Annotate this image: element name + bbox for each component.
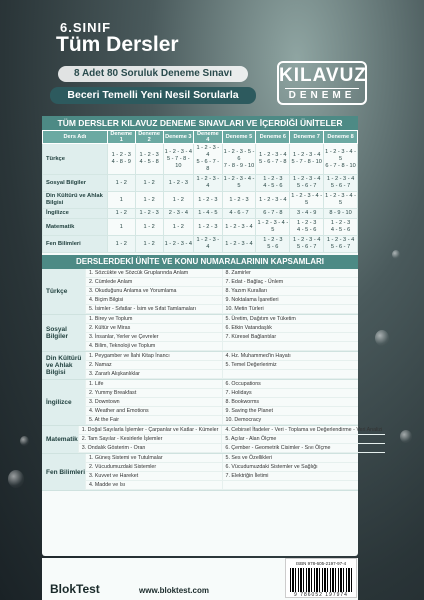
subject-cell: İngilizce — [43, 209, 108, 219]
unit-cell: 1 - 2 — [163, 219, 194, 236]
scope-items — [85, 454, 358, 490]
unit-cell: 1 - 2 — [135, 219, 163, 236]
list-item: 1. Life — [85, 380, 222, 389]
unit-cell: 1 - 2 - 3 - 4 5 - 6 - 7 — [290, 236, 324, 253]
unit-cell: 1 - 2 - 3 - 4 5 - 7 - 8 - 10 — [163, 144, 194, 175]
unit-cell: 1 - 2 - 3 4 - 8 - 9 — [107, 144, 135, 175]
table-row — [43, 209, 358, 219]
unit-cell: 1 - 2 - 3 4 - 5 - 6 — [290, 219, 324, 236]
list-item: 4. Cebirsel İfadeler - Veri - Toplama ve Değerlendirme - Veri Analizi — [221, 426, 385, 435]
water-drop-decoration — [400, 430, 412, 443]
unit-cell: 1 - 2 - 3 - 4 - 5 — [290, 192, 324, 209]
scope-title: DERSLERDEKİ ÜNİTE VE KONU NUMARALARININ KAPSAMLARI — [42, 255, 358, 269]
unit-cell: 6 - 7 - 8 — [256, 209, 290, 219]
unit-cell: 3 - 4 - 9 — [290, 209, 324, 219]
list-item: 10. Metin Türleri — [222, 305, 359, 314]
unit-cell: 1 - 2 — [135, 236, 163, 253]
subject-cell: Din Kültürü ve Ahlak Bilgisi — [43, 192, 108, 209]
unit-cell: 1 - 2 - 3 - 4 - 5 6 - 7 - 8 - 10 — [324, 144, 358, 175]
units-table-title: TÜM DERSLER KILAVUZ DENEME SINAVLARI VE İÇERDİĞİ ÜNİTELER — [42, 116, 358, 130]
unit-cell: 1 - 2 - 3 5 - 6 — [256, 236, 290, 253]
unit-cell: 1 - 2 - 3 - 4 — [163, 236, 194, 253]
list-item: 3. Zararlı Alışkanlıklar — [85, 370, 222, 379]
list-item: 10. Democracy — [222, 416, 359, 425]
units-table-column-header: Deneme 5 — [222, 131, 256, 144]
table-row — [43, 219, 358, 236]
scope-subject-name: Sosyal Bilgiler — [42, 315, 85, 351]
water-drop-decoration — [375, 330, 389, 346]
list-item: 7. Holidays — [222, 389, 359, 398]
units-table-column-header: Ders Adı — [43, 131, 108, 144]
unit-cell: 1 - 2 - 3 - 4 5 - 6 - 7 - 8 — [194, 144, 222, 175]
unit-cell: 1 - 2 - 3 - 4 — [256, 192, 290, 209]
subject-cell: Fen Bilimleri — [43, 236, 108, 253]
list-item: 5. Açılar - Alan Ölçme — [221, 435, 385, 444]
logo-sub-text: DENEME — [285, 88, 359, 101]
subject-cell: Türkçe — [43, 144, 108, 175]
scope-subject-name: Din Kültürü ve Ahlak Bilgisi — [42, 352, 85, 379]
unit-cell: 1 - 2 - 3 - 4 5 - 6 - 7 — [290, 175, 324, 192]
scope-subject-name: Matematik — [42, 426, 78, 453]
scope-items — [85, 380, 358, 425]
list-item: 2. Tam Sayılar - Kesirlerle İşlemler — [78, 435, 222, 444]
scope-subject-block — [42, 269, 358, 315]
list-item: 6. Vücudumuzdaki Sistemler ve Sağlığı — [222, 463, 359, 472]
scope-subject-name: İngilizce — [42, 380, 85, 425]
list-item: 3. Ondalık Gösterim - Oran — [78, 444, 222, 453]
list-item: 3. Okuduğunu Anlama ve Yorumlama — [85, 287, 222, 296]
unit-cell: 1 - 2 - 3 - 4 — [194, 236, 222, 253]
scope-list — [42, 269, 383, 491]
list-item: 7. Küresel Bağlantılar — [222, 333, 359, 342]
units-table-column-header: Deneme 1 — [107, 131, 135, 144]
list-item: 9. Noktalama İşaretleri — [222, 296, 359, 305]
unit-cell: 1 - 2 - 3 - 5 - 6 7 - 8 - 9 - 10 — [222, 144, 256, 175]
unit-cell: 1 - 2 - 3 — [194, 219, 222, 236]
unit-cell: 1 - 2 - 3 - 4 — [222, 236, 256, 253]
unit-cell: 1 - 4 - 5 — [194, 209, 222, 219]
list-item: 8. Zamirler — [222, 269, 359, 278]
list-item: 1. Peygamber ve İlahi Kitap İnancı — [85, 352, 222, 361]
scope-items — [85, 352, 358, 379]
scope-subject-block — [42, 426, 383, 454]
units-table-column-header: Deneme 8 — [324, 131, 358, 144]
unit-cell: 1 - 2 - 3 - 4 5 - 6 - 7 — [324, 236, 358, 253]
unit-cell: 1 - 2 - 3 - 4 — [194, 175, 222, 192]
scope-subject-block — [42, 352, 358, 380]
scope-subject-name: Türkçe — [42, 269, 85, 314]
list-item: 5. Üretim, Dağıtım ve Tüketim — [222, 315, 359, 324]
series-logo — [277, 61, 367, 105]
unit-cell: 1 - 2 — [107, 236, 135, 253]
unit-cell: 2 - 3 - 4 — [163, 209, 194, 219]
list-item: 6. Etkin Vatandaşlık — [222, 324, 359, 333]
unit-cell: 1 - 2 - 3 4 - 5 - 6 — [256, 175, 290, 192]
unit-cell: 1 - 2 - 3 - 4 - 5 — [222, 175, 256, 192]
units-table-column-header: Deneme 7 — [290, 131, 324, 144]
units-table-body — [43, 144, 358, 253]
exam-count-subtitle: 8 Adet 80 Soruluk Deneme Sınavı — [58, 66, 248, 82]
scope-subject-block — [42, 315, 358, 352]
list-item — [222, 481, 359, 490]
list-item: 5. İsimler - Sıfatlar - İsim ve Sıfat Tamlamaları — [85, 305, 222, 314]
list-item: 6. Occupations — [222, 380, 359, 389]
scope-subject-block — [42, 380, 358, 426]
list-item — [222, 370, 359, 379]
units-table-column-header: Deneme 3 — [163, 131, 194, 144]
unit-cell: 1 - 2 - 3 - 4 - 5 — [324, 192, 358, 209]
unit-cell: 1 - 2 - 3 — [135, 209, 163, 219]
list-item: 3. Kuvvet ve Hareket — [85, 472, 222, 481]
barcode-number: 9 786052 197974 — [294, 592, 348, 598]
water-drop-decoration — [392, 250, 400, 259]
unit-cell: 1 - 2 - 3 - 4 5 - 6 - 7 — [324, 175, 358, 192]
list-item: 2. Vücudumuzdaki Sistemler — [85, 463, 222, 472]
unit-cell: 1 - 2 - 3 — [222, 192, 256, 209]
unit-cell: 1 - 2 - 3 - 4 5 - 6 - 7 - 8 — [256, 144, 290, 175]
unit-cell: 1 - 2 - 3 - 4 - 5 — [256, 219, 290, 236]
list-item: 1. Birey ve Toplum — [85, 315, 222, 324]
list-item: 6. Çember - Geometrik Cisimler - Sıvı Ölçme — [221, 444, 385, 453]
logo-main-text: KILAVUZ — [279, 65, 367, 86]
list-item: 4. Bilim, Teknoloji ve Toplum — [85, 342, 222, 351]
unit-cell: 1 - 2 - 3 — [163, 175, 194, 192]
scope-subject-name: Fen Bilimleri — [42, 454, 85, 490]
table-row — [43, 192, 358, 209]
table-row — [43, 236, 358, 253]
list-item: 2. Yummy Breakfast — [85, 389, 222, 398]
grade-label: 6.SINIF — [60, 20, 112, 35]
list-item: 2. Cümlede Anlam — [85, 278, 222, 287]
unit-cell: 1 - 2 - 3 - 4 — [222, 219, 256, 236]
list-item: 8. Yazım Kuralları — [222, 287, 359, 296]
list-item: 3. Downtown — [85, 398, 222, 407]
list-item: 4. Hz. Muhammed'in Hayatı — [222, 352, 359, 361]
list-item: 8. Bookworms — [222, 398, 359, 407]
list-item: 4. Biçim Bilgisi — [85, 296, 222, 305]
list-item — [222, 342, 359, 351]
list-item: 4. Weather and Emotions — [85, 407, 222, 416]
unit-cell: 1 - 2 - 3 4 - 5 - 8 — [135, 144, 163, 175]
isbn-text: ISBN 978-605-2197-97-4 — [295, 561, 347, 566]
table-row — [43, 175, 358, 192]
unit-cell: 1 - 2 - 3 4 - 5 - 6 — [324, 219, 358, 236]
unit-cell: 1 — [107, 192, 135, 209]
units-table-column-header: Deneme 6 — [256, 131, 290, 144]
list-item: 1. Güneş Sistemi ve Tutulmalar — [85, 454, 222, 463]
water-drop-decoration — [20, 436, 29, 446]
units-table-header-row — [43, 131, 358, 144]
list-item: 5. At the Fair — [85, 416, 222, 425]
unit-cell: 1 — [107, 219, 135, 236]
unit-cell: 1 - 2 — [135, 192, 163, 209]
list-item: 2. Kültür ve Miras — [85, 324, 222, 333]
unit-cell: 1 - 2 — [135, 175, 163, 192]
list-item: 4. Madde ve Isı — [85, 481, 222, 490]
list-item: 5. Ses ve Özellikleri — [222, 454, 359, 463]
barcode-icon — [290, 568, 352, 592]
list-item: 1. Sözcükte ve Sözcük Gruplarında Anlam — [85, 269, 222, 278]
cover-header — [0, 0, 424, 112]
unit-cell: 1 - 2 - 3 — [194, 192, 222, 209]
list-item: 7. Edat - Bağlaç - Ünlem — [222, 278, 359, 287]
book-title: Tüm Dersler — [56, 33, 179, 56]
unit-cell: 8 - 9 - 10 — [324, 209, 358, 219]
publisher-url: www.bloktest.com — [139, 586, 209, 595]
unit-cell: 1 - 2 — [107, 175, 135, 192]
subject-cell: Sosyal Bilgiler — [43, 175, 108, 192]
isbn-box — [285, 558, 357, 598]
publisher-brand: BlokTest — [50, 582, 100, 596]
list-item: 5. Temel Değerlerimiz — [222, 361, 359, 370]
table-row — [43, 144, 358, 175]
scope-subject-block — [42, 454, 358, 491]
units-table-column-header: Deneme 2 — [135, 131, 163, 144]
unit-cell: 1 - 2 — [163, 192, 194, 209]
units-table-column-header: Deneme 4 — [194, 131, 222, 144]
unit-cell: 4 - 6 - 7 — [222, 209, 256, 219]
water-drop-decoration — [8, 470, 24, 488]
content-panel — [42, 116, 383, 556]
units-table — [42, 130, 358, 253]
unit-cell: 1 - 2 — [107, 209, 135, 219]
subject-cell: Matematik — [43, 219, 108, 236]
list-item: 2. Namaz — [85, 361, 222, 370]
scope-items — [78, 426, 385, 453]
scope-items — [85, 269, 358, 314]
list-item: 7. Elektriğin İletimi — [222, 472, 359, 481]
unit-cell: 1 - 2 - 3 - 4 5 - 7 - 8 - 10 — [290, 144, 324, 175]
list-item: 1. Doğal Sayılarla İşlemler - Çarpanlar ve Katlar - Kümeler — [78, 426, 222, 435]
skill-based-subtitle: Beceri Temelli Yeni Nesil Sorularla — [50, 87, 256, 104]
cover-footer — [42, 558, 358, 600]
list-item: 3. İnsanlar, Yerler ve Çevreler — [85, 333, 222, 342]
scope-items — [85, 315, 358, 351]
list-item: 9. Saving the Planet — [222, 407, 359, 416]
